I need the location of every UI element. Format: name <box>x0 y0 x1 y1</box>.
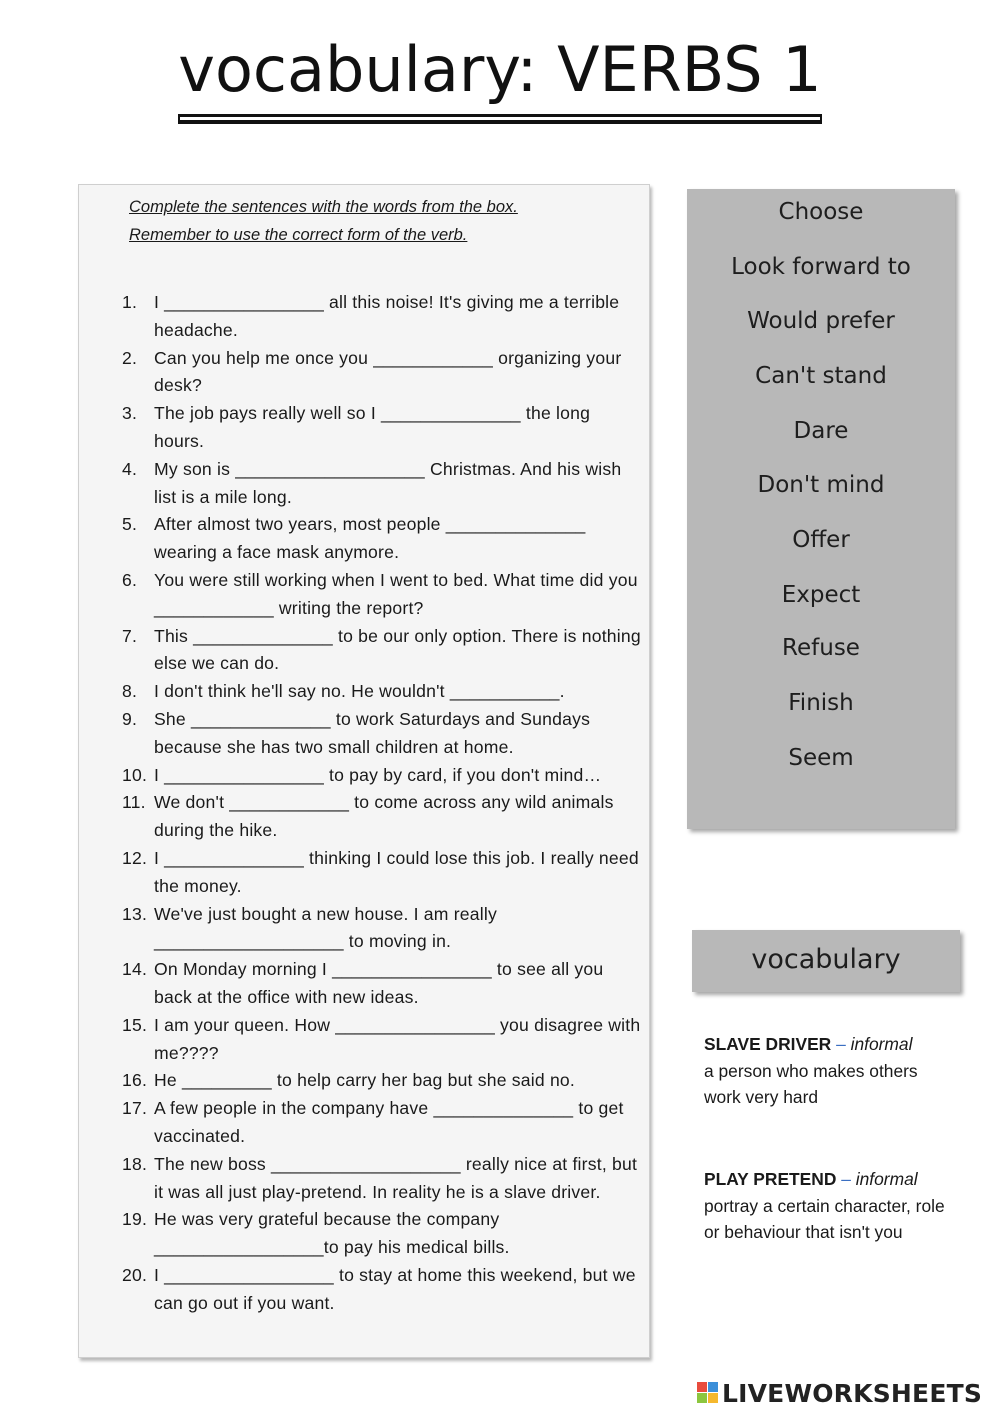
question-item <box>122 400 642 456</box>
vocabulary-dash: – <box>836 1034 846 1054</box>
vocabulary-register: informal <box>855 1169 918 1189</box>
question-item <box>122 1067 642 1095</box>
word-box-item: Seem <box>788 745 854 771</box>
question-item <box>122 456 642 512</box>
question-number: 7. <box>122 625 138 646</box>
question-number: 12. <box>122 847 148 868</box>
question-text: After almost two years, most people ______________ wearing a face mask anymore. <box>154 514 586 563</box>
word-box-item: Don't mind <box>757 472 885 498</box>
question-number: 18. <box>122 1153 148 1174</box>
question-text: I am your queen. How ________________ you disagree with me???? <box>154 1014 641 1063</box>
question-number: 14. <box>122 959 148 980</box>
word-box-item: Dare <box>793 418 849 444</box>
question-number: 13. <box>122 903 148 924</box>
logo-text: LIVEWORKSHEETS <box>722 1378 983 1408</box>
vocabulary-entry <box>704 1031 954 1111</box>
word-box-item: Expect <box>781 582 861 608</box>
vocabulary-register: informal <box>850 1034 913 1054</box>
question-number: 10. <box>122 764 148 785</box>
page-title: vocabulary: VERBS 1 <box>178 30 821 117</box>
question-item <box>122 567 642 623</box>
question-number: 17. <box>122 1098 148 1119</box>
instruction-line: Remember to use the correct form of the verb. <box>129 226 468 244</box>
question-item <box>122 1012 642 1068</box>
question-number: 11. <box>122 792 146 813</box>
question-text: Can you help me once you ____________ organizing your desk? <box>154 347 622 396</box>
question-item <box>122 901 642 957</box>
question-text: She ______________ to work Saturdays and Sundays because she has two small children at home. <box>154 708 591 757</box>
question-text: On Monday morning I ________________ to see all you back at the office with new ideas. <box>154 959 604 1007</box>
question-number: 16. <box>122 1070 148 1091</box>
question-number: 8. <box>122 681 138 702</box>
exercise-panel <box>78 184 650 1358</box>
question-item <box>122 345 642 401</box>
vocabulary-definition: a person who makes others work very hard <box>704 1060 918 1107</box>
question-text: The job pays really well so I ______________ the long hours. <box>154 403 591 451</box>
vocabulary-term: PLAY PRETEND <box>704 1169 837 1189</box>
question-number: 4. <box>122 458 138 479</box>
question-item <box>122 289 642 345</box>
question-text: He was very grateful because the company _________________to pay his medical bills. <box>154 1209 510 1258</box>
question-number: 19. <box>122 1209 148 1230</box>
liveworksheets-logo[interactable] <box>697 1378 982 1408</box>
question-text: A few people in the company have ______________ to get vaccinated. <box>154 1098 624 1146</box>
question-text: This ______________ to be our only option. There is nothing else we can do. <box>154 625 641 674</box>
question-text: We've just bought a new house. I am really ___________________ to moving in. <box>154 903 497 952</box>
instructions <box>129 193 629 249</box>
question-text: My son is ___________________ Christmas. And his wish list is a mile long. <box>154 458 622 507</box>
question-number: 6. <box>122 569 138 590</box>
question-item <box>122 789 642 845</box>
question-text: You were still working when I went to bed. What time did you ____________ writing the report? <box>154 569 638 618</box>
question-item <box>122 706 642 762</box>
question-text: I _________________ to stay at home this weekend, but we can go out if you want. <box>154 1264 636 1313</box>
question-text: The new boss ___________________ really nice at first, but it was all just play-pretend. In reality he is a slave driver. <box>154 1153 638 1202</box>
page-title-wrap <box>0 30 1000 117</box>
vocabulary-entry <box>704 1166 954 1246</box>
word-box-item: Refuse <box>782 635 860 661</box>
question-number: 20. <box>122 1264 148 1285</box>
instruction-line: Complete the sentences with the words from the box. <box>129 198 518 216</box>
question-item <box>122 623 642 679</box>
liveworksheets-logo-icon <box>697 1382 719 1404</box>
question-text: I ________________ to pay by card, if you don't mind… <box>154 764 602 785</box>
question-item <box>122 511 642 567</box>
word-box-item: Would prefer <box>747 308 895 334</box>
vocabulary-definition: portray a certain character, role or behaviour that isn't you <box>704 1195 945 1242</box>
question-number: 15. <box>122 1014 148 1035</box>
word-box-item: Look forward to <box>731 254 911 280</box>
question-item <box>122 762 642 790</box>
vocabulary-heading: vocabulary <box>692 930 960 992</box>
question-number: 1. <box>122 292 138 312</box>
question-number: 9. <box>122 708 138 729</box>
question-text: I ________________ all this noise! It's giving me a terrible headache. <box>154 292 620 340</box>
question-number: 2. <box>122 347 138 368</box>
question-item <box>122 678 642 706</box>
question-item <box>122 1095 642 1151</box>
word-box-item: Can't stand <box>755 363 887 389</box>
word-box-item: Finish <box>788 690 854 716</box>
question-item <box>122 956 642 1012</box>
question-text: I ______________ thinking I could lose this job. I really need the money. <box>154 847 639 896</box>
vocabulary-term: SLAVE DRIVER <box>704 1034 832 1054</box>
question-item <box>122 1206 642 1262</box>
question-text: I don't think he'll say no. He wouldn't ___________. <box>154 681 565 702</box>
question-number: 3. <box>122 403 138 424</box>
question-item <box>122 845 642 901</box>
question-text: He _________ to help carry her bag but she said no. <box>154 1070 576 1091</box>
question-number: 5. <box>122 514 138 535</box>
word-box-item: Choose <box>778 199 864 225</box>
question-item <box>122 1151 642 1207</box>
question-text: We don't ____________ to come across any wild animals during the hike. <box>154 792 614 841</box>
word-box-item: Offer <box>792 527 850 553</box>
question-list <box>122 289 642 1317</box>
word-box <box>687 189 955 829</box>
question-item <box>122 1262 642 1318</box>
vocabulary-dash: – <box>841 1169 851 1189</box>
